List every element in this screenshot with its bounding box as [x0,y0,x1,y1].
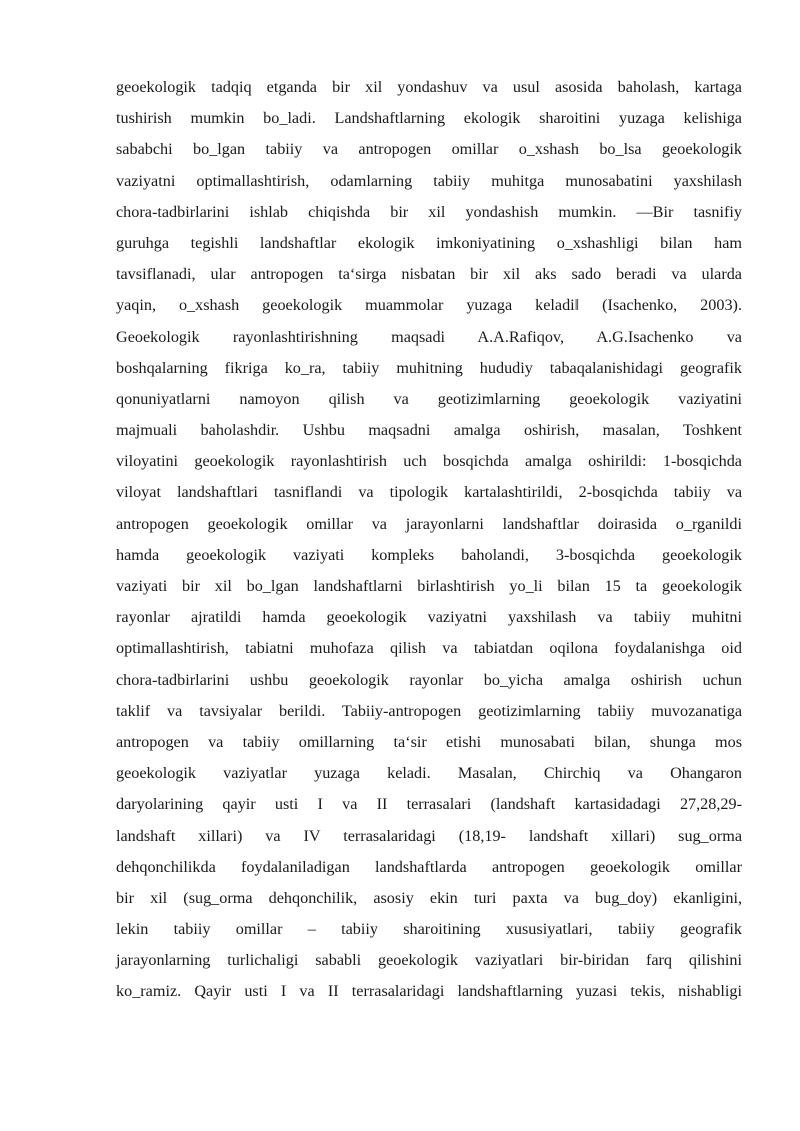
text-line-3: sababchi bo_lgan tabiiy va antropogen omillar o_xshash bo_lsa geoekologik [116,140,742,159]
text-line-11: qonuniyatlarni namoyon qilish va geotizimlarning geoekologik vaziyatini [116,389,742,408]
text-line-8: yaqin, o_xshash geoekologik muammolar yuzaga keladi‖ (Isachenko, 2003). [116,296,742,315]
text-line-4: vaziyatni optimallashtirish, odamlarning tabiiy muhitga munosabatini yaxshilash [116,171,742,190]
body-paragraph [116,72,742,1008]
text-line-14: viloyat landshaftlari tasniflandi va tipologik kartalashtirildi, 2-bosqichda tabiiy va [116,483,742,502]
text-line-13: viloyatini geoekologik rayonlashtirish uch bosqichda amalga oshirildi: 1-bosqichda [116,452,742,471]
text-line-7: tavsiflanadi, ular antropogen ta‘sirga nisbatan bir xil aks sado beradi va ularda [116,265,742,284]
text-line-27: bir xil (sug_orma dehqonchilik, asosiy ekin turi paxta va bug_doy) ekanligini, [116,888,742,907]
text-line-16: hamda geoekologik vaziyati kompleks baholandi, 3-bosqichda geoekologik [116,545,742,564]
text-line-12: majmuali baholashdir. Ushbu maqsadni amalga oshirish, masalan, Toshkent [116,421,742,440]
text-line-22: antropogen va tabiiy omillarning ta‘sir etishi munosabati bilan, shunga mos [116,732,742,751]
text-line-19: optimallashtirish, tabiatni muhofaza qilish va tabiatdan oqilona foydalanishga oid [116,639,742,658]
text-line-30: ko_ramiz. Qayir usti I va II terrasalaridagi landshaftlarning yuzasi tekis, nishabligi [116,982,742,1001]
text-line-18: rayonlar ajratildi hamda geoekologik vaziyatni yaxshilash va tabiiy muhitni [116,608,742,627]
text-line-2: tushirish mumkin bo_ladi. Landshaftlarning ekologik sharoitini yuzaga kelishiga [116,109,742,128]
text-line-25: landshaft xillari) va IV terrasalaridagi (18,19- landshaft xillari) sug_orma [116,826,742,845]
text-line-26: dehqonchilikda foydalaniladigan landshaftlarda antropogen geoekologik omillar [116,857,742,876]
text-line-15: antropogen geoekologik omillar va jarayonlarni landshaftlar doirasida o_rganildi [116,514,742,533]
text-line-29: jarayonlarning turlichaligi sababli geoekologik vaziyatlari bir-biridan farq qilishini [116,951,742,970]
text-line-24: daryolarining qayir usti I va II terrasalari (landshaft kartasidadagi 27,28,29- [116,795,742,814]
text-line-17: vaziyati bir xil bo_lgan landshaftlarni birlashtirish yo_li bilan 15 ta geoekologik [116,577,742,595]
text-line-10: boshqalarning fikriga ko_ra, tabiiy muhitning hududiy tabaqalanishidagi geografik [116,358,742,377]
text-line-1: geoekologik tadqiq etganda bir xil yondashuv va usul asosida baholash, kartaga [116,78,742,96]
text-line-20: chora-tadbirlarini ushbu geoekologik rayonlar bo_yicha amalga oshirish uchun [116,670,742,689]
text-line-23: geoekologik vaziyatlar yuzaga keladi. Masalan, Chirchiq va Ohangaron [116,764,742,783]
text-line-21: taklif va tavsiyalar berildi. Tabiiy-antropogen geotizimlarning tabiiy muvozanatiga [116,701,742,720]
text-line-9: Geoekologik rayonlashtirishning maqsadi A.A.Rafiqov, A.G.Isachenko va [116,327,742,346]
text-line-28: lekin tabiiy omillar – tabiiy sharoitining xususiyatlari, tabiiy geografik [116,920,742,939]
text-line-5: chora-tadbirlarini ishlab chiqishda bir xil yondashish mumkin. ―Bir tasnifiy [116,202,742,221]
text-line-6: guruhga tegishli landshaftlar ekologik imkoniyatining o_xshashligi bilan ham [116,233,742,252]
